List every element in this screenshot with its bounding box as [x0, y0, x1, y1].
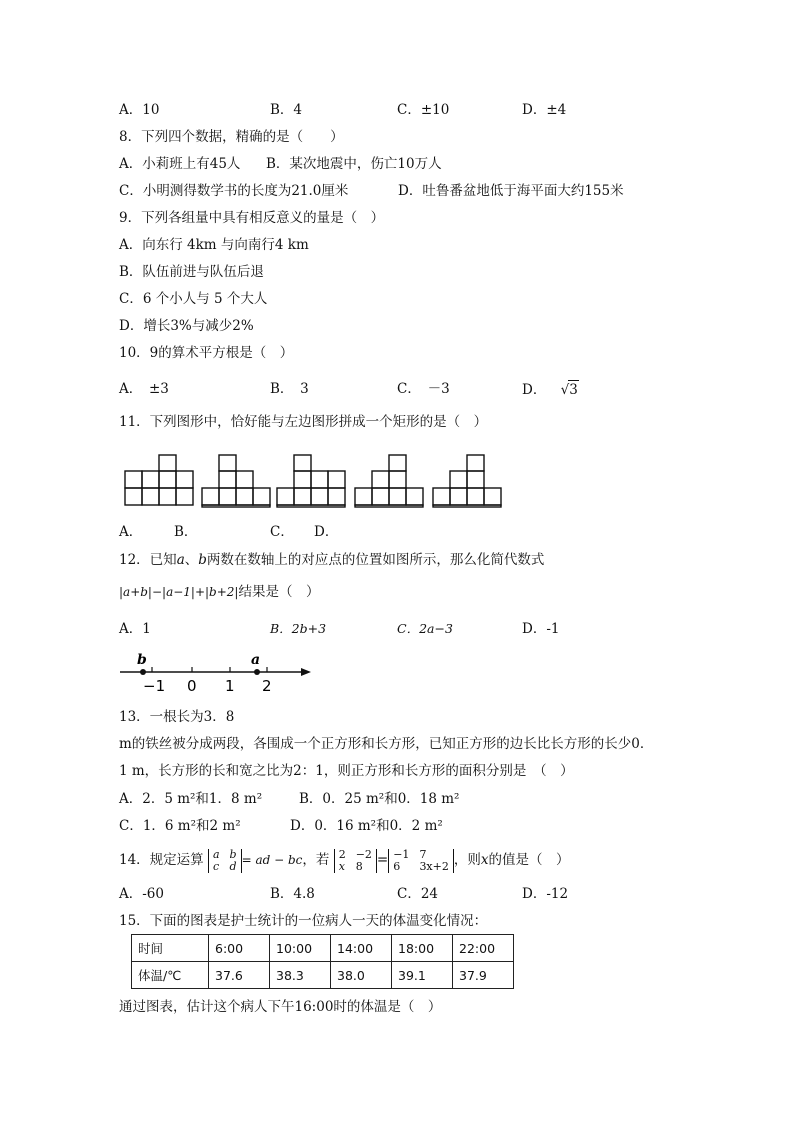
q11-figure-d [433, 455, 501, 507]
q13-option-d: D．0．16 m²和0．2 m² [290, 818, 443, 834]
q12-stem: 12．已知a、b两数在数轴上的对应点的位置如图所示，那么化简代数式 [119, 552, 545, 568]
q14-definition-determinant: a b c d [208, 849, 242, 873]
q12-expression: |a+b|−|a−1|+|b+2| [119, 585, 239, 599]
q11-figure-b [277, 455, 345, 507]
table-row: 体温/℃ 37.6 38.3 38.0 39.1 37.9 [132, 962, 514, 989]
q9-stem: 9．下列各组量中具有相反意义的量是（ ） [119, 210, 385, 226]
q14-option-a: A．-60 [119, 886, 164, 902]
tick-0: 0 [187, 677, 197, 695]
sqrt-radicand: 3 [569, 382, 578, 398]
q14-stem: 14．规定运算 a b c d = ad − bc，若 2 −2 x 8 = −1 7 6 3x+2 ，则x的值是（ ） [119, 847, 570, 873]
q13-option-a: A．2．5 m²和1．8 m² [119, 791, 263, 807]
q9-option-a: A．向东行 4km 与向南行4 km [119, 237, 309, 253]
q7-option-d: D．±4 [522, 102, 567, 118]
q13-option-b: B．0．25 m²和0．18 m² [299, 791, 460, 807]
q8-option-a: A．小莉班上有45人 [119, 156, 241, 172]
q7-option-a: A．10 [119, 102, 160, 118]
q13-line-3: 1 m，长方形的长和宽之比为2：1，则正方形和长方形的面积分别是 （ ） [119, 763, 574, 779]
q12-option-a: A．1 [119, 621, 151, 637]
number-line [115, 648, 320, 698]
tick-2: 2 [262, 677, 272, 695]
q15-question: 通过图表，估计这个病人下午16:00时的体温是（ ） [119, 999, 442, 1015]
q8-option-c: C．小明测得数学书的长度为21.0厘米 [119, 183, 349, 199]
q9-option-c: C．6 个小人与 5 个大人 [119, 291, 268, 307]
q11-figure-a [202, 455, 270, 507]
q15-stem: 15．下面的图表是护士统计的一位病人一天的体温变化情况： [119, 913, 488, 929]
q8-option-b: B．某次地震中，伤亡10万人 [266, 156, 442, 172]
q12-expression-line: |a+b|−|a−1|+|b+2|结果是（ ） [119, 584, 320, 600]
q9-option-d: D．增长3%与减少2% [119, 318, 254, 334]
q10-option-a: A． ±3 [119, 381, 169, 397]
q13-line-2: m的铁丝被分成两段，各围成一个正方形和长方形，已知正方形的边长比长方形的长少0． [119, 736, 654, 752]
q13-line-1: 13．一根长为3．8 [119, 709, 235, 725]
q11-label-a: A． [119, 524, 143, 540]
q12-option-b: B．2b+3 [270, 621, 327, 636]
q9-option-b: B．队伍前进与队伍后退 [119, 264, 264, 280]
q11-left-figure [125, 455, 193, 505]
temperature-table [131, 934, 514, 989]
tick-minus-1: −1 [143, 677, 166, 695]
q11-figures [118, 450, 508, 512]
q11-label-c: C． [270, 524, 294, 540]
number-line-label-a: a [251, 652, 261, 668]
q14-rhs-determinant: −1 7 6 3x+2 [388, 849, 454, 873]
q10-option-d-label: D． [522, 382, 547, 398]
q11-figure-c [355, 455, 423, 507]
q14-option-b: B．4.8 [270, 886, 315, 902]
q11-stem: 11．下列图形中，恰好能与左边图形拼成一个矩形的是（ ） [119, 414, 488, 430]
q14-option-d: D．-12 [522, 886, 569, 902]
q10-stem: 10．9的算术平方根是（ ） [119, 345, 294, 361]
q10-option-d: D． √3 [522, 382, 578, 398]
q8-stem: 8．下列四个数据，精确的是（ ） [119, 129, 344, 145]
q11-label-b: B． [174, 524, 198, 540]
q14-lhs-determinant: 2 −2 x 8 [334, 849, 377, 873]
q10-option-b: B． 3 [270, 381, 309, 397]
table-row: 时间 6:00 10:00 14:00 18:00 22:00 [132, 935, 514, 962]
q12-option-c: C．2a−3 [397, 621, 453, 636]
number-line-label-b: b [137, 652, 147, 668]
q12-option-d: D．-1 [522, 621, 560, 637]
tick-1: 1 [225, 677, 235, 695]
q7-option-c: C．±10 [397, 102, 450, 118]
q10-option-c: C． －3 [397, 381, 450, 397]
q8-option-d: D．吐鲁番盆地低于海平面大约155米 [398, 183, 624, 199]
q14-option-c: C．24 [397, 886, 439, 902]
var-b: b [198, 552, 207, 568]
q11-label-d: D． [314, 524, 339, 540]
q7-option-b: B．4 [270, 102, 303, 118]
var-a: a [176, 552, 185, 568]
q13-option-c: C．1．6 m²和2 m² [119, 818, 241, 834]
